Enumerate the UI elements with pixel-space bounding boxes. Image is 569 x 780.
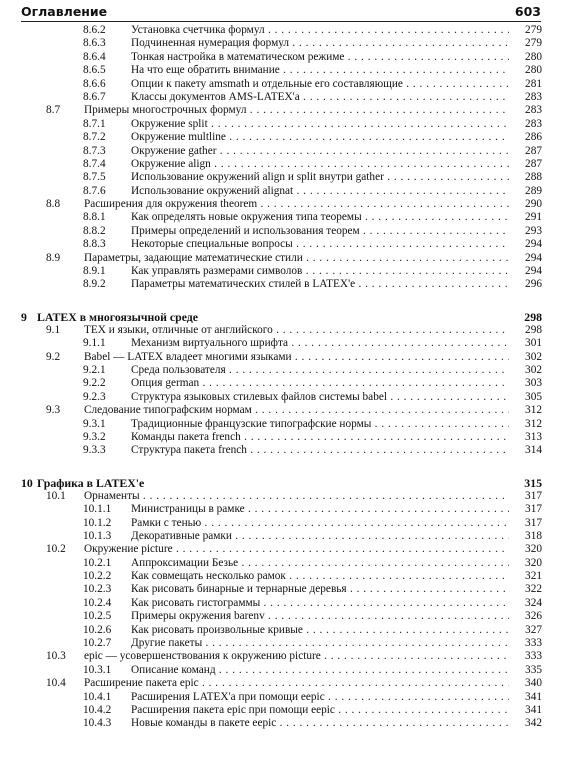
toc-entry-page: 302 <box>509 364 542 377</box>
toc-subsection-entry[interactable] <box>0 145 569 158</box>
toc-entry-title: Окружение align . . . <box>131 158 509 171</box>
toc-entry-number: 9.3.2 <box>83 430 106 443</box>
chapter-gap <box>0 292 569 310</box>
toc-entry-page: 321 <box>509 570 542 583</box>
toc-entry-title: Как совмещать несколько рамок . . . <box>131 570 509 583</box>
toc-entry-title: Окружение multline . . . <box>131 131 509 144</box>
toc-entry-page: 283 <box>509 118 542 131</box>
toc-entry-page: 320 <box>509 557 542 570</box>
toc-entry-title: Окружение picture . . . <box>84 543 509 556</box>
toc-entry-page: 298 <box>509 324 542 337</box>
toc-subsection-entry[interactable] <box>0 171 569 184</box>
toc-subsection-entry[interactable] <box>0 610 569 623</box>
toc-entry-title: Как управлять размерами символов . . . <box>131 265 509 278</box>
toc-entry-page: 286 <box>509 131 542 144</box>
toc-entry-number: 8.7.2 <box>83 131 106 144</box>
toc-entry-page: 287 <box>509 158 542 171</box>
toc-entry-page: 279 <box>509 24 542 37</box>
toc-entry-page: 341 <box>509 704 542 717</box>
toc-subsection-entry[interactable] <box>0 583 569 596</box>
toc-entry-page: 320 <box>509 543 542 556</box>
toc-entry-title: Рамки с тенью . . . <box>131 517 509 530</box>
toc-entry-page: 317 <box>509 517 542 530</box>
toc-entry-title: Использование окружений align и split внутри gather . . . <box>131 171 509 184</box>
toc-entry-page: 280 <box>509 64 542 77</box>
toc-entry-title: Параметры математических стилей в LATEX'е . . . <box>131 278 509 291</box>
toc-entry-title: Следование типографским нормам . . . <box>84 404 509 417</box>
toc-entry-page: 326 <box>509 610 542 623</box>
toc-subsection-entry[interactable] <box>0 185 569 198</box>
toc-subsection-entry[interactable] <box>0 37 569 50</box>
toc-subsection-entry[interactable] <box>0 597 569 610</box>
toc-entry-page: 335 <box>509 664 542 677</box>
toc-entry-page: 312 <box>509 418 542 431</box>
toc-subsection-entry[interactable] <box>0 265 569 278</box>
toc-subsection-entry[interactable] <box>0 337 569 350</box>
toc-entry-title: Аппроксимации Безье . . . <box>131 557 509 570</box>
toc-subsection-entry[interactable] <box>0 118 569 131</box>
toc-entry-title: Графика в LATEX'е <box>37 475 145 490</box>
toc-entry-number: 8.7.5 <box>83 171 106 184</box>
toc-entry-title: Тонкая настройка в математическом режиме . . . <box>131 51 509 64</box>
toc-subsection-entry[interactable] <box>0 24 569 37</box>
toc-entry-title: Параметры, задающие математические стили . . . <box>84 252 509 265</box>
toc-subsection-entry[interactable] <box>0 51 569 64</box>
toc-entry-number: 8.6.5 <box>83 64 106 77</box>
toc-entry-title: Другие пакеты . . . <box>131 637 509 650</box>
toc-entry-page: 280 <box>509 51 542 64</box>
toc-entry-title: Как рисовать произвольные кривые . . . <box>131 624 509 637</box>
toc-entry-title: Среда пользователя . . . <box>131 364 509 377</box>
toc-entry-number: 10.4.3 <box>83 717 112 730</box>
toc-entry-page: 287 <box>509 145 542 158</box>
toc-entry-number: 10.2.3 <box>83 583 112 596</box>
toc-entry-title: LATEX в многоязычной среде <box>37 309 199 324</box>
toc-entry-number: 8.6.6 <box>83 77 106 90</box>
toc-entry-page: 298 <box>524 309 542 324</box>
toc-entry-title: Окружение gather . . . <box>131 145 509 158</box>
toc-entry-number: 9.3 <box>46 404 61 417</box>
toc-entry-page: 305 <box>509 391 542 404</box>
toc-entry-title: Подчиненная нумерация формул . . . <box>131 37 509 50</box>
toc-entry-page: 327 <box>509 624 542 637</box>
toc-entry-title: Команды пакета french . . . <box>131 431 509 444</box>
toc-entry-number: 8.7.4 <box>83 157 106 170</box>
toc-entry-number: 10.2.6 <box>83 623 112 636</box>
toc-entry-title: Расширения LATEX'а при помощи eepic . . . <box>131 691 509 704</box>
toc-entry-title: Расширения пакета epic при помощи eepic . . . <box>131 704 509 717</box>
toc-section-entry[interactable] <box>0 650 569 663</box>
toc-entry-number: 10.1.3 <box>83 529 112 542</box>
toc-subsection-entry[interactable] <box>0 238 569 251</box>
toc-subsection-entry[interactable] <box>0 91 569 104</box>
toc-entry-title: Опции к пакету amsmath и отдельные его составляющие . . . <box>131 78 509 91</box>
toc-subsection-entry[interactable] <box>0 704 569 717</box>
toc-entry-number: 9.1 <box>46 323 61 336</box>
toc-entry-page: 312 <box>509 404 542 417</box>
toc-entry-number: 10.4 <box>46 677 66 690</box>
toc-section-entry[interactable] <box>0 490 569 503</box>
toc-subsection-entry[interactable] <box>0 664 569 677</box>
toc-entry-page: 317 <box>509 503 542 516</box>
toc-entry-page: 341 <box>509 691 542 704</box>
toc-section-entry[interactable] <box>0 351 569 364</box>
toc-entry-page: 291 <box>509 211 542 224</box>
toc-entry-number: 10.3.1 <box>83 663 112 676</box>
toc-entry-page: 294 <box>509 238 542 251</box>
toc-subsection-entry[interactable] <box>0 624 569 637</box>
toc-subsection-entry[interactable] <box>0 431 569 444</box>
toc-subsection-entry[interactable] <box>0 717 569 730</box>
toc-entry-number: 10.2.2 <box>83 570 112 583</box>
toc-entry-title: Министраницы в рамке . . . <box>131 503 509 516</box>
toc-entry-number: 8.6.4 <box>83 50 106 63</box>
toc-entry-page: 283 <box>509 104 542 117</box>
toc-entry-number: 10.4.1 <box>83 690 112 703</box>
toc-entry-title: Установка счетчика формул . . . <box>131 24 509 37</box>
toc-chapter-entry[interactable] <box>0 310 569 324</box>
toc-subsection-entry[interactable] <box>0 418 569 431</box>
toc-entry-page: 342 <box>509 717 542 730</box>
toc-entry-title: Babel — LATEX владеет многими языками . . . <box>84 351 509 364</box>
toc-section-entry[interactable] <box>0 198 569 211</box>
toc-entry-title: Расширения для окружения theorem . . . <box>84 198 509 211</box>
header-page-number: 603 <box>514 4 541 19</box>
toc-entry-number: 9 <box>21 309 27 324</box>
toc-entry-number: 8.6.3 <box>83 37 106 50</box>
toc-entry-page: 293 <box>509 225 542 238</box>
toc-entry-title: Расширение пакета epic . . . <box>84 677 509 690</box>
toc-entry-page: 340 <box>509 677 542 690</box>
toc-section-entry[interactable] <box>0 677 569 690</box>
toc-entry-title: Структура языковых стилевых файлов системы babel . . . <box>131 391 509 404</box>
toc-entry-title: Механизм виртуального шрифта . . . <box>131 337 509 350</box>
toc-entry-title: Классы документов AMS-LATEX'а . . . <box>131 91 509 104</box>
toc-subsection-entry[interactable] <box>0 391 569 404</box>
table-of-contents <box>0 24 569 731</box>
toc-entry-number: 8.7.1 <box>83 117 106 130</box>
toc-entry-page: 290 <box>509 198 542 211</box>
toc-entry-number: 10.1.1 <box>83 503 112 516</box>
toc-entry-page: 315 <box>524 475 542 490</box>
toc-entry-page: 279 <box>509 37 542 50</box>
toc-entry-number: 8.9.2 <box>83 278 106 291</box>
toc-subsection-entry[interactable] <box>0 637 569 650</box>
toc-entry-number: 10.4.2 <box>83 703 112 716</box>
toc-entry-title: Орнаменты . . . <box>84 490 509 503</box>
toc-entry-page: 281 <box>509 78 542 91</box>
toc-entry-number: 10.2 <box>46 543 66 556</box>
toc-entry-number: 8.9 <box>46 251 61 264</box>
toc-subsection-entry[interactable] <box>0 530 569 543</box>
toc-entry-page: 324 <box>509 597 542 610</box>
toc-entry-page: 294 <box>509 252 542 265</box>
toc-entry-number: 9.2.2 <box>83 377 106 390</box>
toc-entry-title: Использование окружений alignat . . . <box>131 185 509 198</box>
toc-entry-number: 9.3.3 <box>83 444 106 457</box>
toc-subsection-entry[interactable] <box>0 570 569 583</box>
toc-entry-number: 8.7 <box>46 104 61 117</box>
toc-entry-title: Некоторые специальные вопросы . . . <box>131 238 509 251</box>
toc-subsection-entry[interactable] <box>0 211 569 224</box>
toc-subsection-entry[interactable] <box>0 78 569 91</box>
toc-subsection-entry[interactable] <box>0 503 569 516</box>
toc-entry-title: Опция german . . . <box>131 377 509 390</box>
toc-entry-number: 10.1 <box>46 489 66 502</box>
toc-section-entry[interactable] <box>0 404 569 417</box>
toc-entry-number: 10.2.1 <box>83 556 112 569</box>
toc-subsection-entry[interactable] <box>0 278 569 291</box>
header-rule <box>21 21 541 22</box>
toc-subsection-entry[interactable] <box>0 64 569 77</box>
toc-entry-title: Традиционные французские типографские нормы . . . <box>131 418 509 431</box>
toc-section-entry[interactable] <box>0 543 569 556</box>
toc-entry-title: epic — усовершенствования к окружению picture . . . <box>84 650 509 663</box>
header-title: Оглавление <box>21 4 108 19</box>
toc-entry-number: 9.1.1 <box>83 337 106 350</box>
toc-entry-page: 288 <box>509 171 542 184</box>
toc-entry-title: Как рисовать гистограммы . . . <box>131 597 509 610</box>
page-header <box>21 1 541 19</box>
toc-section-entry[interactable] <box>0 104 569 117</box>
toc-entry-number: 8.6.2 <box>83 24 106 36</box>
toc-subsection-entry[interactable] <box>0 225 569 238</box>
toc-entry-number: 9.2.3 <box>83 390 106 403</box>
toc-entry-page: 322 <box>509 583 542 596</box>
toc-entry-page: 333 <box>509 650 542 663</box>
toc-entry-number: 8.8.1 <box>83 211 106 224</box>
toc-entry-page: 289 <box>509 185 542 198</box>
toc-entry-number: 9.3.1 <box>83 417 106 430</box>
toc-entry-page: 302 <box>509 351 542 364</box>
toc-entry-number: 10 <box>21 475 33 490</box>
toc-entry-page: 294 <box>509 265 542 278</box>
toc-entry-title: Декоративные рамки . . . <box>131 530 509 543</box>
toc-entry-number: 8.7.6 <box>83 184 106 197</box>
toc-subsection-entry[interactable] <box>0 158 569 171</box>
toc-entry-number: 10.1.2 <box>83 516 112 529</box>
toc-chapter-entry[interactable] <box>0 476 569 490</box>
toc-entry-number: 10.2.5 <box>83 610 112 623</box>
chapter-gap <box>0 458 569 476</box>
toc-entry-title: Структура пакета french . . . <box>131 444 509 457</box>
toc-subsection-entry[interactable] <box>0 517 569 530</box>
toc-entry-title: Примеры многострочных формул . . . <box>84 104 509 117</box>
toc-subsection-entry[interactable] <box>0 444 569 457</box>
toc-entry-number: 8.9.1 <box>83 265 106 278</box>
toc-entry-page: 314 <box>509 444 542 457</box>
toc-entry-title: TEX и языки, отличные от английского . . . <box>84 324 509 337</box>
toc-entry-title: Описание команд . . . <box>131 664 509 677</box>
toc-entry-page: 317 <box>509 490 542 503</box>
toc-entry-number: 8.6.7 <box>83 90 106 103</box>
toc-entry-title: Примеры определений и использования теорем . . . <box>131 225 509 238</box>
toc-entry-title: Окружение split . . . <box>131 118 509 131</box>
toc-entry-number: 8.7.3 <box>83 144 106 157</box>
toc-entry-number: 10.3 <box>46 650 66 663</box>
toc-entry-title: Как определять новые окружения типа теоремы . . . <box>131 211 509 224</box>
toc-section-entry[interactable] <box>0 252 569 265</box>
toc-entry-title: На что еще обратить внимание . . . <box>131 64 509 77</box>
toc-entry-title: Примеры окружения barenv . . . <box>131 610 509 623</box>
toc-entry-number: 10.2.4 <box>83 596 112 609</box>
toc-entry-page: 333 <box>509 637 542 650</box>
toc-entry-number: 9.2 <box>46 350 61 363</box>
toc-subsection-entry[interactable] <box>0 364 569 377</box>
toc-entry-page: 318 <box>509 530 542 543</box>
toc-section-entry[interactable] <box>0 324 569 337</box>
toc-entry-page: 303 <box>509 377 542 390</box>
toc-entry-title: Как рисовать бинарные и тернарные деревья . . . <box>131 583 509 596</box>
toc-entry-page: 301 <box>509 337 542 350</box>
toc-entry-number: 8.8.3 <box>83 238 106 251</box>
toc-entry-number: 8.8.2 <box>83 224 106 237</box>
toc-entry-title: Новые команды в пакете eepic . . . <box>131 717 509 730</box>
toc-entry-page: 313 <box>509 431 542 444</box>
toc-entry-number: 9.2.1 <box>83 363 106 376</box>
toc-entry-number: 8.8 <box>46 198 61 211</box>
toc-entry-page: 283 <box>509 91 542 104</box>
toc-subsection-entry[interactable] <box>0 691 569 704</box>
toc-entry-page: 296 <box>509 278 542 291</box>
toc-subsection-entry[interactable] <box>0 131 569 144</box>
toc-subsection-entry[interactable] <box>0 377 569 390</box>
toc-subsection-entry[interactable] <box>0 557 569 570</box>
toc-entry-number: 10.2.7 <box>83 637 112 650</box>
